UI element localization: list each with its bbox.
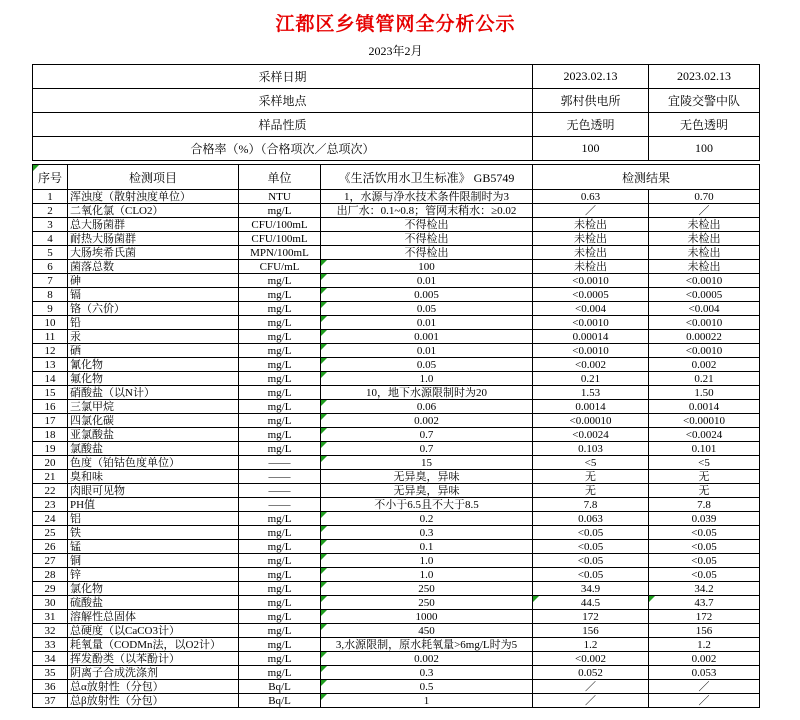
summary-row-sampling-location [33,89,760,113]
table-row [33,190,760,204]
unit: —— [239,498,321,512]
item-name: 铜 [68,554,239,568]
standard-value: 0.7 [321,442,533,456]
item-name: 氯化物 [68,582,239,596]
result-site2: 0.0014 [649,400,760,414]
unit: mg/L [239,568,321,582]
unit: —— [239,484,321,498]
row-number: 8 [33,288,68,302]
unit: mg/L [239,442,321,456]
unit: mg/L [239,386,321,400]
standard-value: 0.7 [321,428,533,442]
result-site1: <5 [533,456,649,470]
result-site1: 未检出 [533,232,649,246]
item-name: 硒 [68,344,239,358]
standard-value: 1.0 [321,554,533,568]
standard-value: 1000 [321,610,533,624]
result-site1: 0.063 [533,512,649,526]
result-site2: <0.0010 [649,316,760,330]
standard-value: 1，水源与净水技术条件限制时为3 [321,190,533,204]
item-name: 氯酸盐 [68,442,239,456]
row-number: 23 [33,498,68,512]
unit: mg/L [239,344,321,358]
result-site1: 未检出 [533,218,649,232]
result-site1: 172 [533,610,649,624]
table-row [33,260,760,274]
row-number: 13 [33,358,68,372]
standard-value: 出厂水：0.1~0.8；管网末稍水：≥0.02 [321,204,533,218]
summary-table [32,64,760,161]
unit: CFU/mL [239,260,321,274]
row-number: 31 [33,610,68,624]
result-site1: 44.5 [533,596,649,610]
result-site1: <0.05 [533,554,649,568]
item-name: 挥发酚类（以苯酚计） [68,652,239,666]
item-name: 总α放射性（分包） [68,680,239,694]
unit: mg/L [239,610,321,624]
standard-value: 0.002 [321,414,533,428]
result-site2: <0.0010 [649,274,760,288]
pass-rate-site2: 100 [649,137,760,161]
item-name: PH值 [68,498,239,512]
result-site2: 0.053 [649,666,760,680]
item-name: 亚氯酸盐 [68,428,239,442]
item-name: 氰化物 [68,358,239,372]
result-site2: 未检出 [649,232,760,246]
row-number: 3 [33,218,68,232]
standard-value: 0.05 [321,358,533,372]
item-name: 浑浊度（散射浊度单位） [68,190,239,204]
row-number: 16 [33,400,68,414]
sample-nature-site2: 无色透明 [649,113,760,137]
standard-value: 0.3 [321,666,533,680]
result-site1: <0.0010 [533,344,649,358]
row-number: 17 [33,414,68,428]
standard-value: 100 [321,260,533,274]
unit: mg/L [239,540,321,554]
result-site1: 34.9 [533,582,649,596]
standard-value: 450 [321,624,533,638]
result-site1: <0.0010 [533,274,649,288]
item-name: 硫酸盐 [68,596,239,610]
row-number: 29 [33,582,68,596]
table-row [33,652,760,666]
result-site2: <0.00010 [649,414,760,428]
table-row [33,666,760,680]
result-site1: 未检出 [533,260,649,274]
unit: mg/L [239,358,321,372]
standard-value: 0.05 [321,302,533,316]
standard-value: 0.06 [321,400,533,414]
result-site2: 1.50 [649,386,760,400]
result-site1: ／ [533,680,649,694]
row-number: 6 [33,260,68,274]
standard-value: 250 [321,582,533,596]
standard-value: 0.002 [321,652,533,666]
table-row [33,680,760,694]
row-number: 35 [33,666,68,680]
row-number: 26 [33,540,68,554]
row-number: 33 [33,638,68,652]
standard-value: 0.001 [321,330,533,344]
table-row [33,204,760,218]
header-standard: 《生活饮用水卫生标准》 GB5749 [321,165,533,190]
row-number: 36 [33,680,68,694]
result-site1: ／ [533,694,649,708]
row-number: 28 [33,568,68,582]
summary-label: 样品性质 [33,113,533,137]
result-site2: <0.05 [649,526,760,540]
unit: mg/L [239,274,321,288]
result-site1: <0.0024 [533,428,649,442]
result-site1: 0.052 [533,666,649,680]
results-header-row [33,165,760,190]
result-site2: 0.002 [649,652,760,666]
result-site2: 0.00022 [649,330,760,344]
unit: mg/L [239,316,321,330]
row-number: 12 [33,344,68,358]
table-row [33,638,760,652]
row-number: 22 [33,484,68,498]
result-site2: 0.21 [649,372,760,386]
result-site1: <0.004 [533,302,649,316]
table-row [33,610,760,624]
unit: mg/L [239,652,321,666]
unit: mg/L [239,372,321,386]
table-row [33,428,760,442]
table-row [33,344,760,358]
result-site2: 0.101 [649,442,760,456]
item-name: 三氯甲烷 [68,400,239,414]
result-site1: 无 [533,484,649,498]
row-number: 1 [33,190,68,204]
result-site2: 未检出 [649,260,760,274]
table-row [33,386,760,400]
item-name: 耐热大肠菌群 [68,232,239,246]
result-site1: 未检出 [533,246,649,260]
report-page [0,9,759,708]
unit: mg/L [239,596,321,610]
item-name: 铅 [68,316,239,330]
table-row [33,400,760,414]
result-site1: 无 [533,470,649,484]
unit: CFU/100mL [239,218,321,232]
item-name: 铝 [68,512,239,526]
results-table-body [33,190,760,708]
unit: mg/L [239,414,321,428]
table-row [33,372,760,386]
standard-value: 无异臭，异味 [321,470,533,484]
table-row [33,596,760,610]
item-name: 总硬度（以CaCO3计） [68,624,239,638]
result-site2: 无 [649,470,760,484]
row-number: 14 [33,372,68,386]
item-name: 肉眼可见物 [68,484,239,498]
item-name: 铁 [68,526,239,540]
result-site2: <0.0024 [649,428,760,442]
table-row [33,316,760,330]
result-site1: 0.21 [533,372,649,386]
standard-value: 250 [321,596,533,610]
table-row [33,624,760,638]
standard-value: 不得检出 [321,218,533,232]
table-row [33,414,760,428]
unit: MPN/100mL [239,246,321,260]
result-site2: 未检出 [649,246,760,260]
unit: mg/L [239,204,321,218]
standard-value: 0.01 [321,274,533,288]
standard-value: 无异臭，异味 [321,484,533,498]
table-row [33,218,760,232]
header-row-number: 序号 [33,165,68,190]
unit: mg/L [239,400,321,414]
item-name: 臭和味 [68,470,239,484]
header-item: 检测项目 [68,165,239,190]
item-name: 总β放射性（分包） [68,694,239,708]
result-site2: <0.0010 [649,344,760,358]
summary-label: 采样日期 [33,65,533,89]
standard-value: 1 [321,694,533,708]
table-row [33,358,760,372]
result-site2: 156 [649,624,760,638]
item-name: 砷 [68,274,239,288]
row-number: 21 [33,470,68,484]
standard-value: 0.005 [321,288,533,302]
table-row [33,330,760,344]
table-row [33,498,760,512]
table-row [33,442,760,456]
pass-rate-site1: 100 [533,137,649,161]
table-row [33,470,760,484]
standard-value: 0.01 [321,344,533,358]
standard-value: 3,水源限制，原水耗氧量>6mg/L时为5 [321,638,533,652]
result-site1: 0.63 [533,190,649,204]
unit: mg/L [239,666,321,680]
standard-value: 0.2 [321,512,533,526]
summary-row-sample-nature [33,113,760,137]
result-site2: 0.70 [649,190,760,204]
row-number: 27 [33,554,68,568]
page-title: 江都区乡镇管网全分析公示 [275,14,516,35]
standard-value: 不得检出 [321,246,533,260]
result-site2: 34.2 [649,582,760,596]
row-number: 4 [33,232,68,246]
result-site2: <0.004 [649,302,760,316]
result-site1: 156 [533,624,649,638]
summary-label: 合格率（%）（合格项次／总项次） [33,137,533,161]
unit: NTU [239,190,321,204]
unit: mg/L [239,288,321,302]
unit: —— [239,456,321,470]
result-site1: <0.002 [533,652,649,666]
summary-label: 采样地点 [33,89,533,113]
unit: mg/L [239,582,321,596]
row-number: 10 [33,316,68,330]
table-row [33,456,760,470]
row-number: 19 [33,442,68,456]
row-number: 24 [33,512,68,526]
result-site2: 0.002 [649,358,760,372]
unit: CFU/100mL [239,232,321,246]
unit: —— [239,470,321,484]
table-row [33,540,760,554]
row-number: 37 [33,694,68,708]
row-number: 34 [33,652,68,666]
row-number: 7 [33,274,68,288]
unit: mg/L [239,638,321,652]
item-name: 色度（铂钴色度单位） [68,456,239,470]
item-name: 硝酸盐（以N计） [68,386,239,400]
item-name: 铬（六价） [68,302,239,316]
standard-value: 0.1 [321,540,533,554]
result-site2: 7.8 [649,498,760,512]
result-site1: 0.103 [533,442,649,456]
result-site1: 7.8 [533,498,649,512]
header-unit: 单位 [239,165,321,190]
report-month: 2023年2月 [368,44,423,58]
sampling-location-site2: 宜陵交警中队 [649,89,760,113]
result-site1: <0.0010 [533,316,649,330]
result-site2: 无 [649,484,760,498]
result-site1: 1.2 [533,638,649,652]
result-site1: <0.05 [533,526,649,540]
table-row [33,582,760,596]
result-site2: ／ [649,204,760,218]
table-row [33,512,760,526]
item-name: 阴离子合成洗涤剂 [68,666,239,680]
result-site2: 1.2 [649,638,760,652]
table-row [33,484,760,498]
result-site2: ／ [649,694,760,708]
row-number: 30 [33,596,68,610]
unit: mg/L [239,330,321,344]
sampling-date-site1: 2023.02.13 [533,65,649,89]
result-site1: 0.0014 [533,400,649,414]
result-site2: 未检出 [649,218,760,232]
standard-value: 1.0 [321,568,533,582]
unit: Bq/L [239,680,321,694]
item-name: 四氯化碳 [68,414,239,428]
table-row [33,274,760,288]
summary-row-sampling-date [33,65,760,89]
result-site2: 43.7 [649,596,760,610]
result-site1: <0.00010 [533,414,649,428]
row-number: 2 [33,204,68,218]
item-name: 锌 [68,568,239,582]
row-number: 5 [33,246,68,260]
row-number: 32 [33,624,68,638]
standard-value: 0.3 [321,526,533,540]
table-row [33,232,760,246]
item-name: 溶解性总固体 [68,610,239,624]
sample-nature-site1: 无色透明 [533,113,649,137]
result-site1: <0.05 [533,568,649,582]
sampling-date-site2: 2023.02.13 [649,65,760,89]
item-name: 汞 [68,330,239,344]
result-site2: <5 [649,456,760,470]
table-row [33,288,760,302]
standard-value: 不得检出 [321,232,533,246]
item-name: 镉 [68,288,239,302]
standard-value: 15 [321,456,533,470]
row-number: 25 [33,526,68,540]
row-number: 18 [33,428,68,442]
unit: mg/L [239,302,321,316]
standard-value: 不小于6.5且不大于8.5 [321,498,533,512]
row-number: 11 [33,330,68,344]
result-site1: <0.002 [533,358,649,372]
item-name: 耗氧量（CODMn法，以O2计） [68,638,239,652]
unit: mg/L [239,624,321,638]
results-table [32,164,760,708]
result-site1: <0.05 [533,540,649,554]
summary-row-pass-rate [33,137,760,161]
result-site1: ／ [533,204,649,218]
result-site1: 0.00014 [533,330,649,344]
row-number: 9 [33,302,68,316]
table-row [33,554,760,568]
result-site2: 172 [649,610,760,624]
standard-value: 1.0 [321,372,533,386]
table-row [33,526,760,540]
table-row [33,302,760,316]
standard-value: 0.01 [321,316,533,330]
result-site2: ／ [649,680,760,694]
table-row [33,694,760,708]
item-name: 总大肠菌群 [68,218,239,232]
unit: mg/L [239,554,321,568]
result-site1: <0.0005 [533,288,649,302]
unit: mg/L [239,428,321,442]
result-site2: <0.05 [649,568,760,582]
item-name: 菌落总数 [68,260,239,274]
header-result: 检测结果 [533,165,760,190]
row-number: 20 [33,456,68,470]
table-row [33,568,760,582]
unit: mg/L [239,512,321,526]
result-site2: <0.05 [649,554,760,568]
sampling-location-site1: 郭村供电所 [533,89,649,113]
item-name: 氟化物 [68,372,239,386]
result-site1: 1.53 [533,386,649,400]
standard-value: 0.5 [321,680,533,694]
row-number: 15 [33,386,68,400]
standard-value: 10，地下水源限制时为20 [321,386,533,400]
unit: Bq/L [239,694,321,708]
result-site2: <0.05 [649,540,760,554]
item-name: 锰 [68,540,239,554]
result-site2: <0.0005 [649,288,760,302]
table-row [33,246,760,260]
result-site2: 0.039 [649,512,760,526]
item-name: 大肠埃希氏菌 [68,246,239,260]
unit: mg/L [239,526,321,540]
item-name: 二氧化氯（CLO2） [68,204,239,218]
